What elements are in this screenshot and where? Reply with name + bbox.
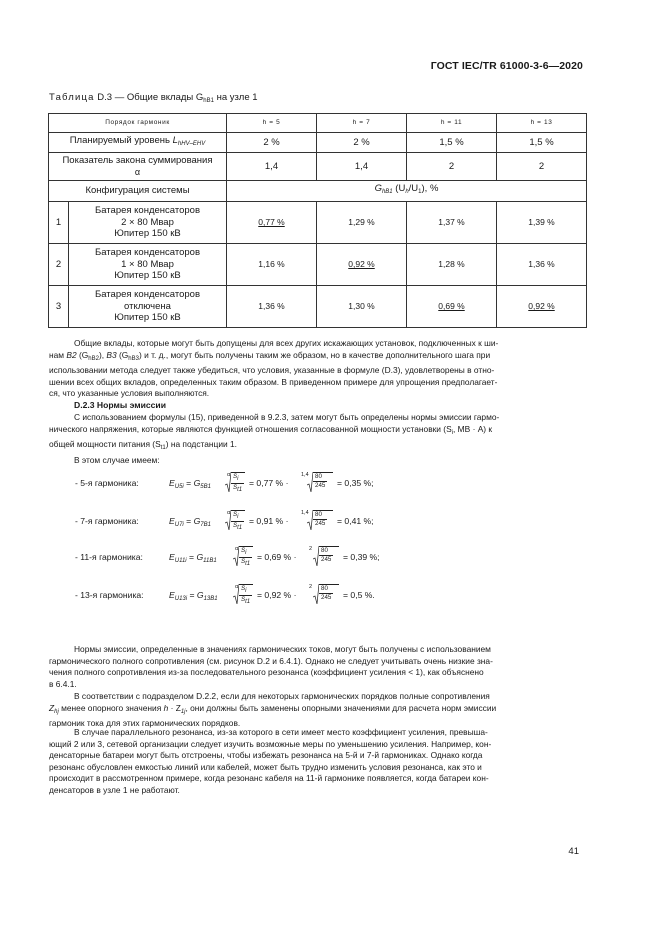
caption-text-pre: — Общие вклады G (112, 92, 204, 103)
formula-G-sub: 5B1 (200, 484, 211, 490)
page-number: 41 (568, 846, 579, 857)
contributions-table (48, 113, 587, 328)
alpha-symbol: α (134, 166, 141, 177)
formula-label: - 13-я гармоника: (75, 590, 144, 600)
fraction-numerator (239, 547, 252, 558)
contrib-header (227, 181, 587, 202)
row-value-text: 0,77 % (258, 216, 285, 227)
paragraph-emission (49, 412, 587, 466)
formula-G-sub: 7B1 (200, 522, 211, 528)
formula-label: - 7-я гармоника: (75, 516, 139, 526)
paragraph-resonance (49, 727, 587, 796)
row-desc-line: Юпитер 150 кВ (114, 270, 181, 282)
formula-E: E (169, 478, 175, 488)
para-line: В случае параллельного резонанса, из-за которого в сети имеет место коэффициент усиления, превыша- (74, 727, 488, 737)
fraction-denominator: 245 (315, 482, 326, 489)
table-row (49, 202, 587, 244)
root-index: α (227, 510, 231, 516)
formula-result-value: 0,5 %. (350, 590, 375, 600)
para-text: , они должны быть заменены опорными значениями для расчета норм эмиссии (185, 702, 497, 713)
row-value: 1,39 % (497, 202, 587, 244)
fraction-denominator: 245 (315, 520, 326, 527)
contrib-mid: (U (392, 183, 406, 195)
formula-eq: = (337, 516, 343, 526)
formula-eq: = (189, 590, 195, 600)
formula-eq: = (249, 516, 255, 526)
formula-G-sub: 13B1 (203, 596, 218, 602)
formula-g-value: 0,92 % (264, 590, 292, 600)
table-row (49, 286, 587, 328)
formula-eq: = (249, 478, 255, 488)
para-sym: Z (49, 702, 55, 713)
para-sub: hB2 (88, 355, 99, 362)
para-text: , МВ · А) к (453, 423, 493, 434)
alpha-value: 1,4 (317, 153, 407, 181)
para-line: ся, что указанные условия выполняются. (49, 388, 210, 398)
formula-lhs (169, 478, 211, 490)
formula-S: S (233, 473, 238, 480)
para-line: В этом случае имеем: (74, 454, 160, 465)
row-value-text: 0,69 % (438, 300, 465, 311)
formula-S-sub: t1 (245, 561, 251, 567)
para-text: нического напряжения, которые являются функцией отношения согласованной мощности установки (S (49, 423, 452, 434)
formula-fraction (239, 547, 252, 568)
formula-S-sub: t1 (237, 525, 243, 531)
table-row (49, 244, 587, 286)
caption-number: D.3 (97, 92, 113, 103)
para-sub: hB3 (128, 355, 139, 362)
row-value: 1,37 % (407, 202, 497, 244)
formula-result (337, 478, 374, 488)
row-value-text: 0,92 % (528, 300, 555, 311)
formula-g-value: 0,91 % (256, 516, 284, 526)
para-sym: h (163, 702, 169, 713)
formula-eq: = (186, 478, 192, 488)
fraction-denominator (231, 522, 244, 532)
planned-value: 1,5 % (407, 133, 497, 153)
para-line: Общие вклады, которые могут быть допущены для всех других искажающих установок, подключенных к ши- (74, 338, 499, 348)
caption-prefix: Таблица (49, 92, 95, 103)
formula-times: · (285, 516, 289, 526)
alpha-label-text: Показатель закона суммирования (62, 155, 213, 166)
formula-G-sub: 11B1 (203, 558, 217, 564)
formula-fraction (313, 473, 327, 490)
formula-eq: = (257, 552, 263, 562)
section-heading (49, 400, 587, 412)
formula-result-value: 0,39 %; (350, 552, 380, 562)
planned-value: 2 % (227, 133, 317, 153)
row-desc-line: Юпитер 150 кВ (114, 312, 181, 324)
para-text: нам (49, 349, 67, 360)
formula-S: S (241, 596, 246, 603)
para-line (49, 424, 587, 440)
planned-label (49, 133, 227, 153)
fraction-denominator (239, 596, 252, 606)
row-value (317, 244, 407, 286)
row-desc-line: 1 × 80 Мвар (121, 258, 174, 270)
formula-eq: = (337, 478, 343, 488)
formula-G: G (196, 590, 204, 600)
row-value: 1,28 % (407, 244, 497, 286)
row-desc-line: Батарея конденсаторов (94, 247, 201, 259)
fraction-numerator (239, 585, 252, 596)
formula-g-value: 0,77 % (256, 478, 284, 488)
root-index: 1,4 (301, 510, 309, 516)
root-index: 1,4 (301, 472, 309, 478)
row-desc (69, 244, 227, 286)
alpha-value: 1,4 (227, 153, 317, 181)
formula-E-sub: U11i (174, 558, 187, 564)
contrib-sub3: 1 (418, 189, 422, 196)
formula-mid (249, 478, 288, 488)
fraction-numerator: 80 (313, 473, 327, 482)
formula-G: G (193, 478, 201, 488)
config-row (49, 181, 587, 202)
bus-b3: B3 (106, 349, 117, 360)
formula-E: E (169, 552, 175, 562)
fraction-numerator: 80 (319, 547, 333, 556)
formula-mid (249, 516, 288, 526)
formula-S-sub: i (237, 514, 239, 520)
formula-G: G (196, 552, 204, 562)
fraction-numerator: 80 (319, 585, 333, 594)
formula-S: S (233, 511, 238, 518)
row-desc-line: Юпитер 150 кВ (114, 228, 181, 240)
para-text: менее опорного значения (58, 702, 164, 713)
formula-result-value: 0,41 %; (344, 516, 374, 526)
para-text: ), (98, 349, 107, 360)
root-index: α (227, 472, 231, 478)
formula-S: S (233, 522, 238, 529)
para-line: в 6.4.1. (49, 678, 77, 689)
contrib-sub2: h (405, 189, 409, 196)
formula-result (343, 590, 375, 600)
row-value: 1,36 % (227, 286, 317, 328)
root-index: α (235, 546, 239, 552)
formula-eq: = (186, 516, 192, 526)
row-number: 2 (49, 244, 69, 286)
alpha-label (49, 153, 227, 181)
formula-eq: = (343, 552, 349, 562)
row-desc-line: отключена (124, 300, 171, 312)
formula-E: E (169, 590, 175, 600)
formula-S: S (241, 585, 246, 592)
planned-level-row (49, 133, 587, 153)
formula-E-sub: U7i (174, 522, 184, 528)
formula-fraction (231, 473, 244, 494)
para-sub: i (451, 429, 454, 436)
h-col: h = 13 (497, 114, 587, 133)
h-col: h = 5 (227, 114, 317, 133)
caption-text-post: на узле 1 (213, 92, 258, 103)
alpha-row (49, 153, 587, 181)
fraction-denominator (239, 558, 252, 568)
standard-number: ГОСТ IEC/TR 61000-3-6—2020 (430, 60, 583, 72)
root-index: α (235, 584, 239, 590)
row-number: 1 (49, 202, 69, 244)
para-line (49, 350, 587, 366)
formula-fraction (319, 585, 333, 602)
formula-lhs (169, 552, 217, 564)
formula-g-value: 0,69 % (264, 552, 292, 562)
formula-mid (257, 590, 296, 600)
section-title: D.2.3 Нормы эмиссии (74, 400, 167, 410)
para-line: гармоник тока для этих гармонических порядков. (49, 718, 241, 728)
para-line: шении всех общих вкладов, определенных таким образом. В приведенном примере для упрощения предполагает- (49, 376, 498, 387)
row-value (227, 202, 317, 244)
paragraph-impedance (49, 691, 587, 730)
para-line: С использованием формулы (15), приведенной в 9.2.3, затем могут быть определены нормы эмиссии гармо- (74, 412, 500, 422)
row-value: 1,30 % (317, 286, 407, 328)
para-text: (G (76, 349, 89, 360)
para-line (49, 439, 587, 455)
formula-fraction (231, 511, 244, 532)
formula-E: E (169, 516, 175, 526)
contrib-sub: hB1 (381, 189, 393, 196)
fraction-numerator (231, 473, 244, 484)
para-line (49, 703, 587, 719)
para-line: денсаторные батареи могут быть отстроены, чтобы избежать резонанса на 5-й и 7-й гармониках. Однако когда (49, 750, 483, 760)
row-value-text: 0,92 % (348, 258, 375, 269)
table-header-row (49, 114, 587, 133)
root-index: 2 (309, 546, 313, 552)
para-sub: t1 (160, 445, 166, 451)
root-index: 2 (309, 584, 313, 590)
paragraph-contributions (49, 338, 587, 400)
row-desc-line: 2 × 80 Мвар (121, 216, 174, 228)
row-desc (69, 202, 227, 244)
planned-value: 1,5 % (497, 133, 587, 153)
formula-fraction (313, 511, 327, 528)
row-desc-line: Батарея конденсаторов (94, 205, 201, 217)
formula-S-sub: t1 (237, 487, 243, 493)
row-value (497, 286, 587, 328)
formula-E-sub: U13i (174, 596, 188, 602)
row-number: 3 (49, 286, 69, 328)
para-sub: hj (54, 708, 59, 715)
fraction-denominator: 245 (321, 594, 332, 601)
para-text: ) на подстанции 1. (165, 439, 238, 449)
planned-label-symbol: L (172, 134, 178, 146)
fraction-numerator: 80 (313, 511, 327, 520)
caption-text-sub: hB1 (203, 98, 214, 104)
row-desc-line: Батарея конденсаторов (94, 289, 201, 301)
para-line: ющий 2 или 3, сетевой организации следует изучить возможные меры по уменьшению усиления. Например, кон- (49, 738, 492, 749)
para-text: общей мощности питания (S (49, 439, 161, 449)
para-text: (G (116, 349, 129, 360)
formula-times: · (285, 478, 289, 488)
table-caption (49, 92, 258, 104)
formula-E-sub: U5i (174, 484, 184, 490)
row-value: 1,29 % (317, 202, 407, 244)
h-col: h = 7 (317, 114, 407, 133)
para-sub: 1j (180, 708, 186, 715)
h-col: h = 11 (407, 114, 497, 133)
row-desc (69, 286, 227, 328)
fraction-denominator (231, 484, 244, 494)
formula-S: S (241, 547, 246, 554)
planned-value: 2 % (317, 133, 407, 153)
formula-label: - 5-я гармоника: (75, 478, 139, 488)
para-line: резонанс обусловлен емкостью линий или кабелей, может быть трудно изменить условия резонанса, как это и (49, 761, 482, 772)
formula-S-sub: i (245, 588, 247, 594)
formula-eq: = (343, 590, 349, 600)
para-line: чения полного сопротивления из-за последовательного резонанса (коэффициент усиления < 1), как объяснено (49, 667, 484, 677)
formula-fraction (319, 547, 333, 564)
formula-G: G (193, 516, 201, 526)
para-line: В соответствии с подразделом D.2.2, если для некоторых гармонических порядков полные сопротивления (74, 691, 490, 701)
contrib-mid2: /U (408, 183, 419, 195)
order-label: Порядок гармоник (49, 114, 227, 133)
formula-eq: = (257, 590, 263, 600)
fraction-denominator: 245 (321, 556, 332, 563)
paragraph-currents (49, 644, 587, 690)
para-text: ) и т. д., могут быть получены таким же образом, но в качестве дополнительного шага при (138, 349, 491, 360)
alpha-value: 2 (407, 153, 497, 181)
para-line: происходит в рассмотренном примере, когда резонанс кабеля на 11-й гармонике появляется, когда батареи кон- (49, 773, 489, 783)
row-value: 1,16 % (227, 244, 317, 286)
para-line: Нормы эмиссии, определенные в значениях гармонических токов, могут быть получены с использованием (74, 644, 491, 654)
formula-eq: = (189, 552, 195, 562)
formula-result (343, 552, 380, 562)
contrib-G: G (374, 183, 382, 195)
planned-label-sub: hHV–EHV (177, 140, 206, 147)
formula-fraction (239, 585, 252, 606)
para-line: денсаторов в узле 1 не работают. (49, 784, 180, 795)
planned-label-text: Планируемый уровень (69, 134, 173, 146)
formula-result-value: 0,35 %; (344, 478, 374, 488)
formula-lhs (169, 590, 218, 602)
bus-b2: B2 (66, 349, 77, 360)
config-label: Конфигурация системы (49, 181, 227, 202)
row-value: 1,36 % (497, 244, 587, 286)
formula-S-sub: t1 (245, 599, 251, 605)
para-line: гармонического полного сопротивления (см. рисунок D.2 и 6.4.1). Однако не следует учитывать очень низкие зна- (49, 655, 493, 666)
formula-label: - 11-я гармоника: (75, 552, 143, 562)
row-value (407, 286, 497, 328)
formula-mid (257, 552, 296, 562)
contrib-post: ), % (421, 183, 439, 195)
para-text: · Z (168, 702, 181, 713)
para-line: использовании метода следует также убедиться, что условия, указанные в формуле (D.3), удовлетворены в отно- (49, 365, 495, 375)
formula-lhs (169, 516, 211, 528)
formula-S-sub: i (237, 476, 239, 482)
formula-S: S (233, 484, 238, 491)
formula-times: · (293, 552, 297, 562)
formula-result (337, 516, 374, 526)
formula-S: S (241, 558, 246, 565)
formula-times: · (293, 590, 297, 600)
formula-S-sub: i (245, 550, 247, 556)
fraction-numerator (231, 511, 244, 522)
alpha-value: 2 (497, 153, 587, 181)
